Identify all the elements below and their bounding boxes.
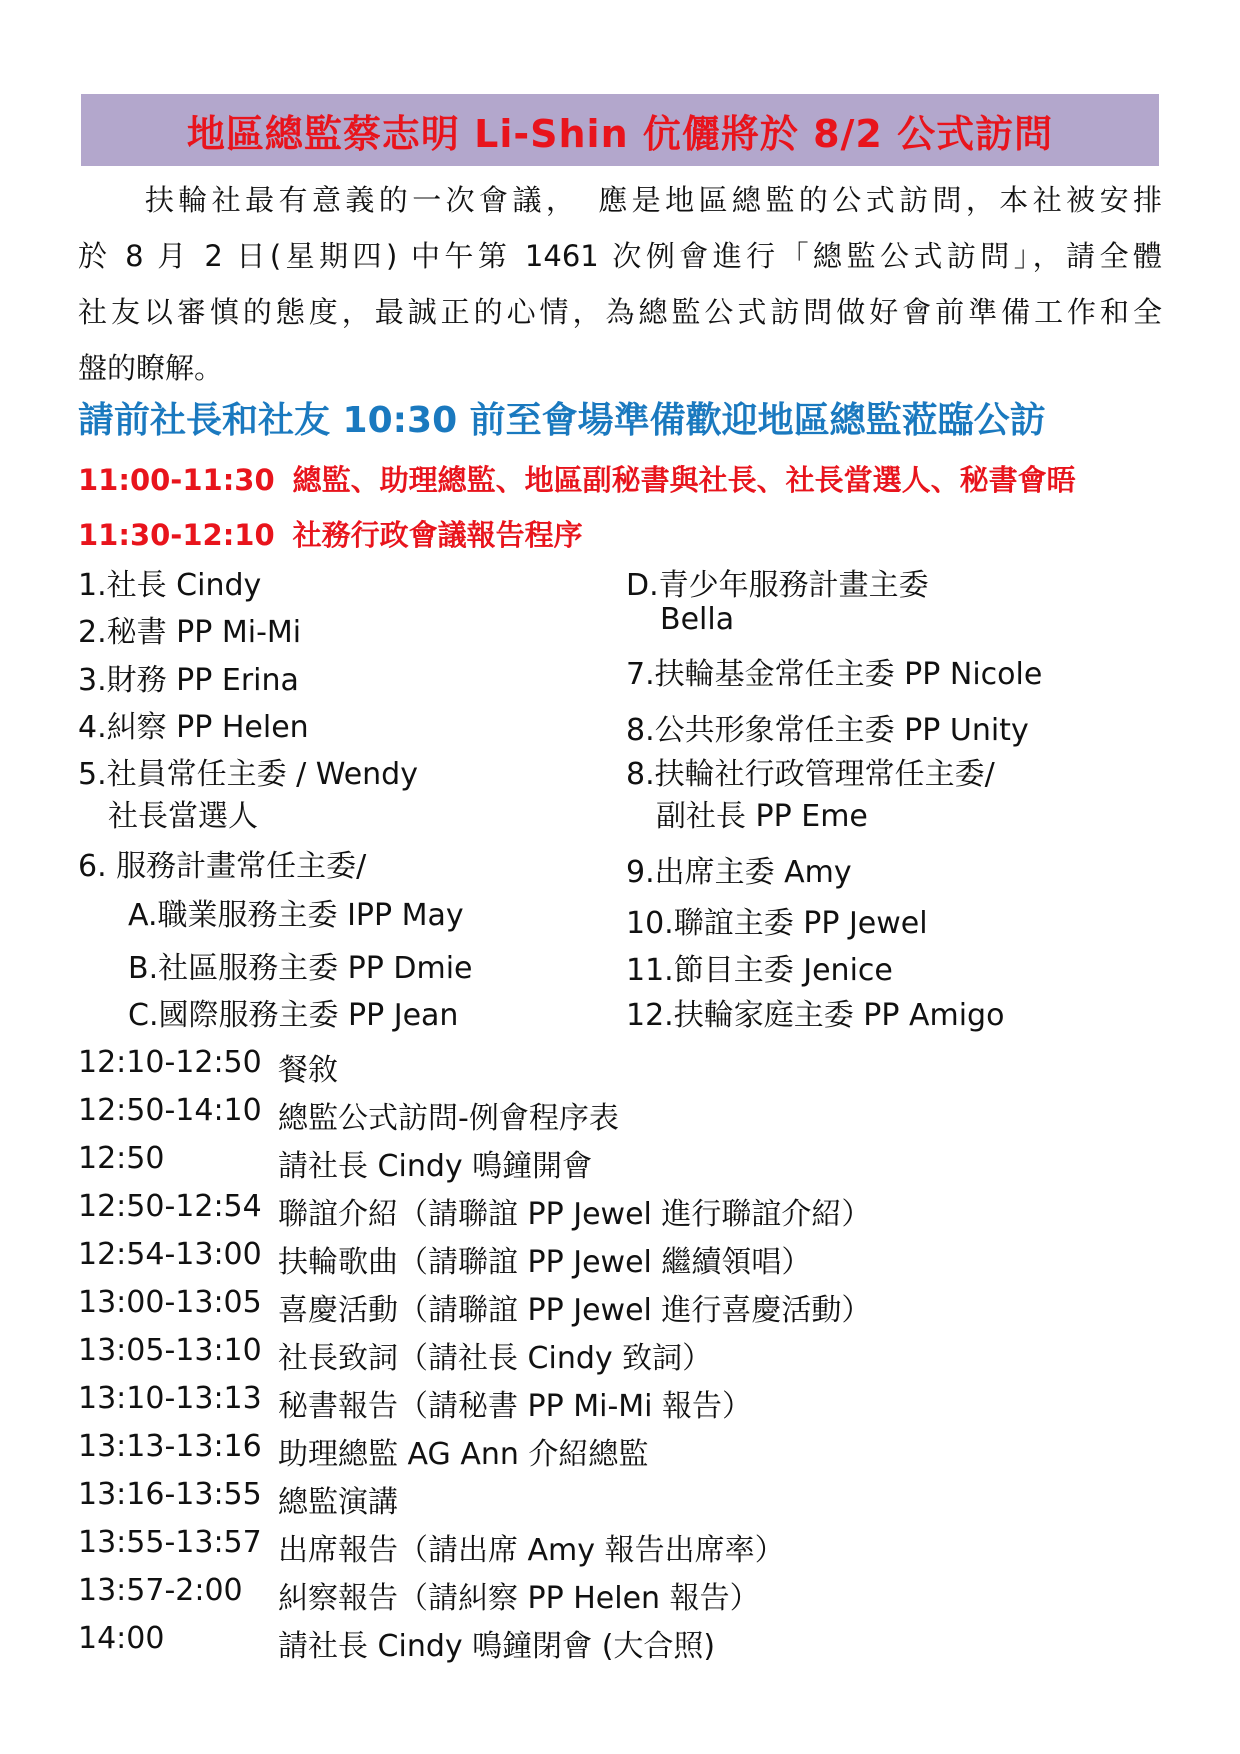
schedule-activity: 助理總監 AG Ann 介紹總監 (278, 1437, 649, 1472)
schedule-time: 12:50 (78, 1141, 165, 1176)
schedule-time: 13:55-13:57 (78, 1525, 262, 1560)
schedule-activity: 社長致詞（請社長 Cindy 致詞） (278, 1341, 713, 1376)
report-item: B.社區服務主委 PP Dmie (128, 951, 473, 986)
meeting-time: 11:30-12:10 (78, 518, 275, 552)
report-item: 4.糾察 PP Helen (78, 710, 309, 745)
meeting-heading-1 (78, 458, 1076, 499)
report-item: 2.秘書 PP Mi-Mi (78, 615, 302, 650)
report-item: 副社長 PP Eme (656, 799, 868, 834)
intro-paragraph (78, 172, 1162, 396)
schedule-time: 12:50-12:54 (78, 1189, 262, 1224)
schedule-activity: 喜慶活動（請聯誼 PP Jewel 進行喜慶活動） (278, 1293, 872, 1328)
schedule-time: 12:50-14:10 (78, 1093, 262, 1128)
report-item: 1.社長 Cindy (78, 568, 262, 603)
schedule-activity: 出席報告（請出席 Amy 報告出席率） (278, 1533, 785, 1568)
report-item: A.職業服務主委 IPP May (128, 898, 464, 933)
schedule-time: 13:57-2:00 (78, 1573, 243, 1608)
report-item: 6. 服務計畫常任主委/ (78, 849, 367, 884)
schedule-time: 13:16-13:55 (78, 1477, 262, 1512)
schedule-time: 12:10-12:50 (78, 1045, 262, 1080)
meeting-text: 社務行政會議報告程序 (292, 518, 583, 552)
intro-line: 扶輪社最有意義的一次會議， 應是地區總監的公式訪問，本社被安排 (78, 183, 1162, 217)
report-item: 7.扶輪基金常任主委 PP Nicole (626, 657, 1043, 692)
schedule-time: 14:00 (78, 1621, 165, 1656)
schedule-activity: 秘書報告（請秘書 PP Mi-Mi 報告） (278, 1389, 753, 1424)
schedule-time: 13:13-13:16 (78, 1429, 262, 1464)
report-item: 9.出席主委 Amy (626, 855, 852, 890)
intro-line: 社友以審慎的態度，最誠正的心情，為總監公式訪問做好會前準備工作和全 (78, 295, 1162, 329)
intro-line: 盤的瞭解。 (78, 351, 224, 385)
schedule-activity: 聯誼介紹（請聯誼 PP Jewel 進行聯誼介紹） (278, 1197, 872, 1232)
schedule-activity: 糾察報告（請糾察 PP Helen 報告） (278, 1581, 760, 1616)
intro-line: 於 8 月 2 日(星期四) 中午第 1461 次例會進行「總監公式訪問」，請全體 (78, 239, 1162, 273)
report-item: 5.社員常任主委 / Wendy (78, 757, 418, 792)
schedule-activity: 請社長 Cindy 鳴鐘閉會 (大合照) (278, 1629, 716, 1664)
schedule-activity: 總監演講 (278, 1485, 398, 1520)
page-title: 地區總監蔡志明 Li-Shin 伉儷將於 8/2 公式訪問 (186, 111, 1054, 156)
report-item: 社長當選人 (108, 799, 258, 834)
meeting-heading-2 (78, 513, 583, 554)
schedule-activity: 總監公式訪問-例會程序表 (278, 1101, 619, 1136)
report-item: C.國際服務主委 PP Jean (128, 998, 459, 1033)
meeting-text: 總監、助理總監、地區副秘書與社長、社長當選人、秘書會晤 (292, 463, 1076, 497)
title-banner (81, 94, 1159, 166)
schedule-activity: 扶輪歌曲（請聯誼 PP Jewel 繼續領唱） (278, 1245, 812, 1280)
report-item: 8.公共形象常任主委 PP Unity (626, 713, 1029, 748)
report-item: 10.聯誼主委 PP Jewel (626, 906, 928, 941)
schedule-time: 12:54-13:00 (78, 1237, 262, 1272)
welcome-notice: 請前社長和社友 10:30 前至會場準備歡迎地區總監蒞臨公訪 (78, 400, 1046, 441)
schedule-activity: 餐敘 (278, 1053, 338, 1088)
report-item: Bella (660, 602, 735, 637)
report-item: 11.節目主委 Jenice (626, 953, 893, 988)
schedule-time: 13:10-13:13 (78, 1381, 262, 1416)
report-item: 8.扶輪社行政管理常任主委/ (626, 757, 995, 792)
schedule-time: 13:05-13:10 (78, 1333, 262, 1368)
report-item: D.青少年服務計畫主委 (626, 568, 929, 603)
schedule-activity: 請社長 Cindy 鳴鐘開會 (278, 1149, 593, 1184)
report-item: 3.財務 PP Erina (78, 663, 299, 698)
report-item: 12.扶輪家庭主委 PP Amigo (626, 998, 1005, 1033)
schedule-time: 13:00-13:05 (78, 1285, 262, 1320)
meeting-time: 11:00-11:30 (78, 463, 275, 497)
